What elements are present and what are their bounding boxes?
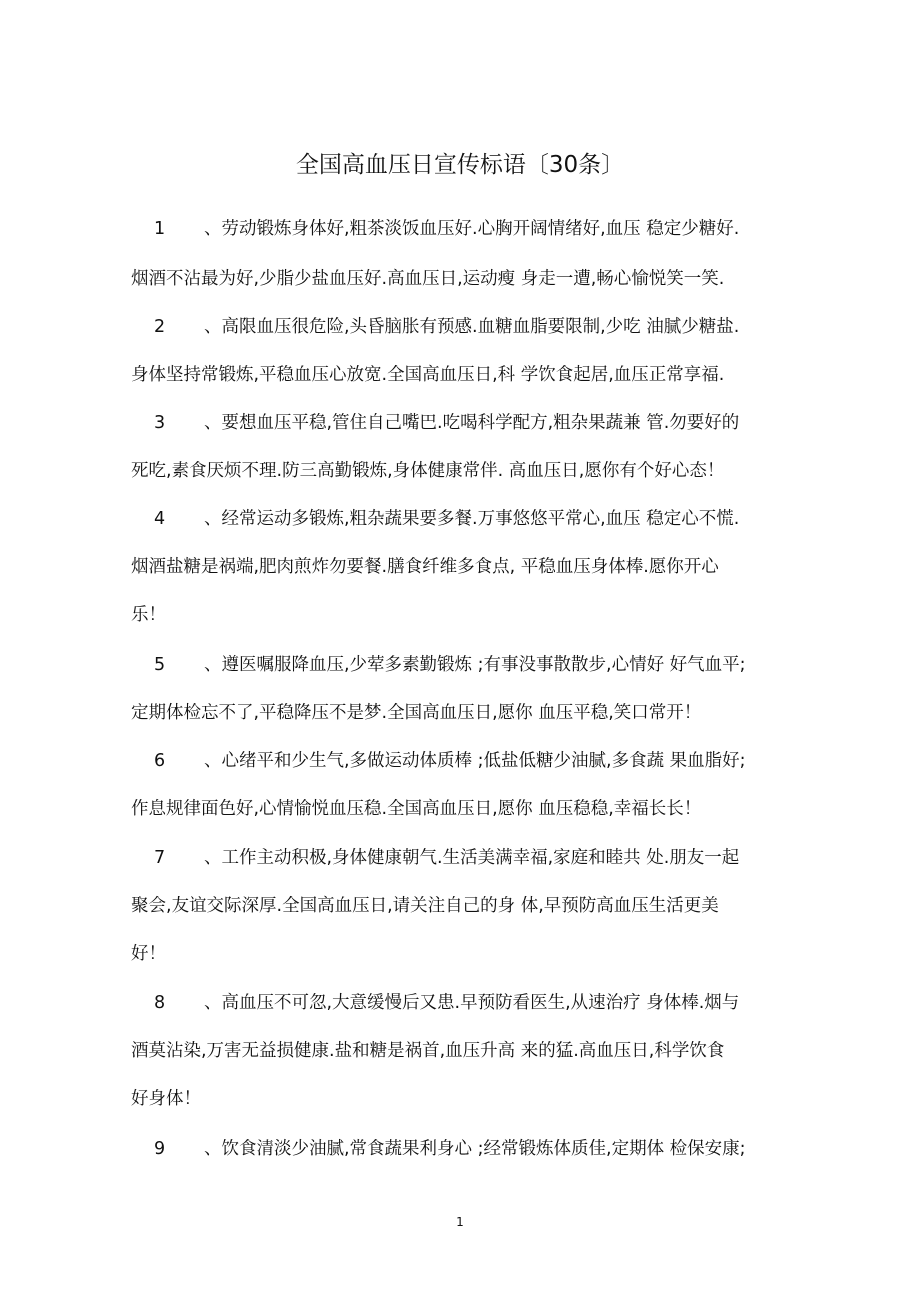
slogan-5-line-2: 定期体检忘不了,平稳降压不是梦.全国高血压日,愿你 血压平稳,笑口常开！ [131, 703, 702, 723]
slogan-text: 、心绪平和少生气,多做运动体质棒 ;低盐低糖少油腻,多食蔬 果血脂好; [204, 751, 746, 771]
page-number: 1 [456, 1215, 464, 1229]
slogan-number: 5 [154, 655, 166, 675]
slogan-text: 、饮食清淡少油腻,常食蔬果利身心 ;经常锻炼体质佳,定期体 检保安康; [204, 1139, 746, 1159]
slogan-text: 、经常运动多锻炼,粗杂蔬果要多餐.万事悠悠平常心,血压 稳定心不慌. [204, 509, 740, 529]
slogan-number: 7 [154, 848, 166, 868]
slogan-8-line-1 [154, 988, 794, 1018]
slogan-number: 8 [154, 993, 166, 1013]
slogan-2-line-1 [154, 312, 794, 342]
slogan-text: 、高血压不可忽,大意缓慢后又患.早预防看医生,从速治疗 身体棒.烟与 [204, 993, 740, 1013]
slogan-number: 9 [154, 1139, 166, 1159]
slogan-text: 、工作主动积极,身体健康朝气.生活美满幸福,家庭和睦共 处.朋友一起 [204, 848, 740, 868]
slogan-9-line-1 [154, 1134, 794, 1164]
slogan-number: 6 [154, 751, 166, 771]
slogan-7-line-3: 好！ [131, 944, 166, 964]
page-title: 全国高血压日宣传标语〔30条〕 [295, 152, 625, 178]
slogan-text: 、遵医嘱服降血压,少荤多素勤锻炼 ;有事没事散散步,心情好 好气血平; [204, 655, 746, 675]
slogan-number: 2 [154, 317, 166, 337]
slogan-2-line-2: 身体坚持常锻炼,平稳血压心放宽.全国高血压日,科 学饮食起居,血压正常享福. [131, 365, 725, 385]
slogan-text: 、要想血压平稳,管住自己嘴巴.吃喝科学配方,粗杂果蔬兼 管.勿要好的 [204, 413, 740, 433]
slogan-7-line-1 [154, 843, 794, 873]
slogan-3-line-1 [154, 408, 794, 438]
slogan-5-line-1 [154, 650, 794, 680]
slogan-text: 、高限血压很危险,头昏脑胀有预感.血糖血脂要限制,少吃 油腻少糖盐. [204, 317, 740, 337]
slogan-8-line-3: 好身体！ [131, 1089, 201, 1109]
slogan-number: 3 [154, 413, 166, 433]
slogan-6-line-1 [154, 746, 794, 776]
slogan-1-line-2: 烟酒不沾最为好,少脂少盐血压好.高血压日,运动瘦 身走一遭,畅心愉悦笑一笑. [131, 269, 725, 289]
slogan-number: 4 [154, 509, 166, 529]
slogan-4-line-1 [154, 504, 794, 534]
slogan-4-line-3: 乐！ [131, 605, 166, 625]
slogan-7-line-2: 聚会,友谊交际深厚.全国高血压日,请关注自己的身 体,早预防高血压生活更美 [131, 896, 719, 916]
slogan-4-line-2: 烟酒盐糖是祸端,肥肉煎炸勿要餐.膳食纤维多食点, 平稳血压身体棒.愿你开心 [131, 557, 719, 577]
slogan-1-line-1 [154, 214, 794, 244]
slogan-number: 1 [154, 219, 166, 239]
slogan-8-line-2: 酒莫沾染,万害无益损健康.盐和糖是祸首,血压升高 来的猛.高血压日,科学饮食 [131, 1041, 725, 1061]
slogan-6-line-2: 作息规律面色好,心情愉悦血压稳.全国高血压日,愿你 血压稳稳,幸福长长！ [131, 799, 702, 819]
slogan-3-line-2: 死吃,素食厌烦不理.防三高勤锻炼,身体健康常伴. 高血压日,愿你有个好心态！ [131, 461, 725, 481]
slogan-text: 、劳动锻炼身体好,粗茶淡饭血压好.心胸开阔情绪好,血压 稳定少糖好. [204, 219, 740, 239]
